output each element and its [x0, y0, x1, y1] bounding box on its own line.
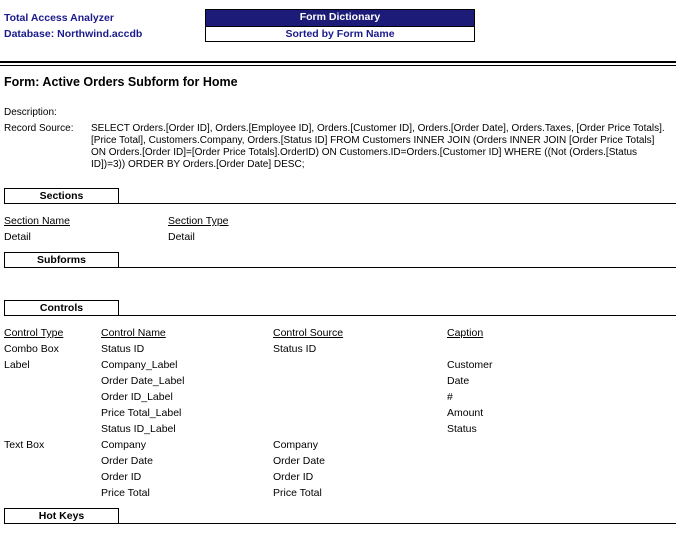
report-title: Form Dictionary — [206, 10, 474, 26]
form-title: Form: Active Orders Subform for Home — [4, 75, 238, 89]
sort-label: Sorted by Form Name — [206, 26, 474, 41]
control-source-header: Control Source — [273, 327, 344, 339]
control-name-cell: Company — [101, 439, 146, 451]
sections-heading: Sections — [4, 188, 119, 204]
record-source-label: Record Source: — [4, 123, 74, 134]
control-name-header: Control Name — [101, 327, 166, 339]
description-label: Description: — [4, 107, 57, 118]
section-name-cell: Detail — [4, 231, 31, 243]
caption-cell: Customer — [447, 359, 493, 371]
control-source-cell: Price Total — [273, 487, 322, 499]
caption-header: Caption — [447, 327, 484, 339]
caption-cell: Date — [447, 375, 470, 387]
control-name-cell: Order ID_Label — [101, 391, 173, 403]
header-rule-thick — [0, 61, 676, 63]
header-rule-thin — [0, 65, 676, 66]
record-source-sql: SELECT Orders.[Order ID], Orders.[Employee ID], Orders.[Customer ID], Orders.[Order Date], Orders.Taxes, [Order Price Totals].[Price Total], Customers.Company, Orders.[Status ID] FROM Customers INNER JOIN (Orders INNER JOIN [Order Price Totals] ON Orders.[Order ID]=[Order Price Totals].OrderID) ON Customers.ID=Orders.[Customer ID] WHERE ((Not (Orders.[Status ID])=3)) ORDER BY Orders.[Order Date] DESC; — [91, 123, 665, 170]
controls-rule — [119, 315, 676, 316]
caption-cell: Amount — [447, 407, 484, 419]
control-name-cell: Price Total_Label — [101, 407, 182, 419]
database-name: Database: Northwind.accdb — [4, 28, 143, 40]
control-name-cell: Order Date — [101, 455, 153, 467]
control-name-cell: Order Date_Label — [101, 375, 185, 387]
control-source-cell: Status ID — [273, 343, 317, 355]
report-header — [4, 10, 142, 42]
hotkeys-heading: Hot Keys — [4, 508, 119, 524]
hotkeys-rule — [119, 523, 676, 524]
sections-rule — [119, 203, 676, 204]
control-type-cell: Combo Box — [4, 343, 59, 355]
control-name-cell: Status ID_Label — [101, 423, 176, 435]
report-title-box — [205, 9, 475, 42]
caption-cell: Status — [447, 423, 477, 435]
caption-cell: # — [447, 391, 453, 403]
control-type-header: Control Type — [4, 327, 64, 339]
section-type-header: Section Type — [168, 215, 229, 227]
control-name-cell: Price Total — [101, 487, 150, 499]
section-type-cell: Detail — [168, 231, 195, 243]
controls-heading: Controls — [4, 300, 119, 316]
control-name-cell: Status ID — [101, 343, 145, 355]
subforms-rule — [119, 267, 676, 268]
section-name-header: Section Name — [4, 215, 70, 227]
control-name-cell: Company_Label — [101, 359, 178, 371]
subforms-heading: Subforms — [4, 252, 119, 268]
control-name-cell: Order ID — [101, 471, 142, 483]
control-source-cell: Company — [273, 439, 318, 451]
control-type-cell: Text Box — [4, 439, 45, 451]
control-type-cell: Label — [4, 359, 30, 371]
control-source-cell: Order ID — [273, 471, 314, 483]
app-title: Total Access Analyzer — [4, 12, 114, 24]
control-source-cell: Order Date — [273, 455, 325, 467]
